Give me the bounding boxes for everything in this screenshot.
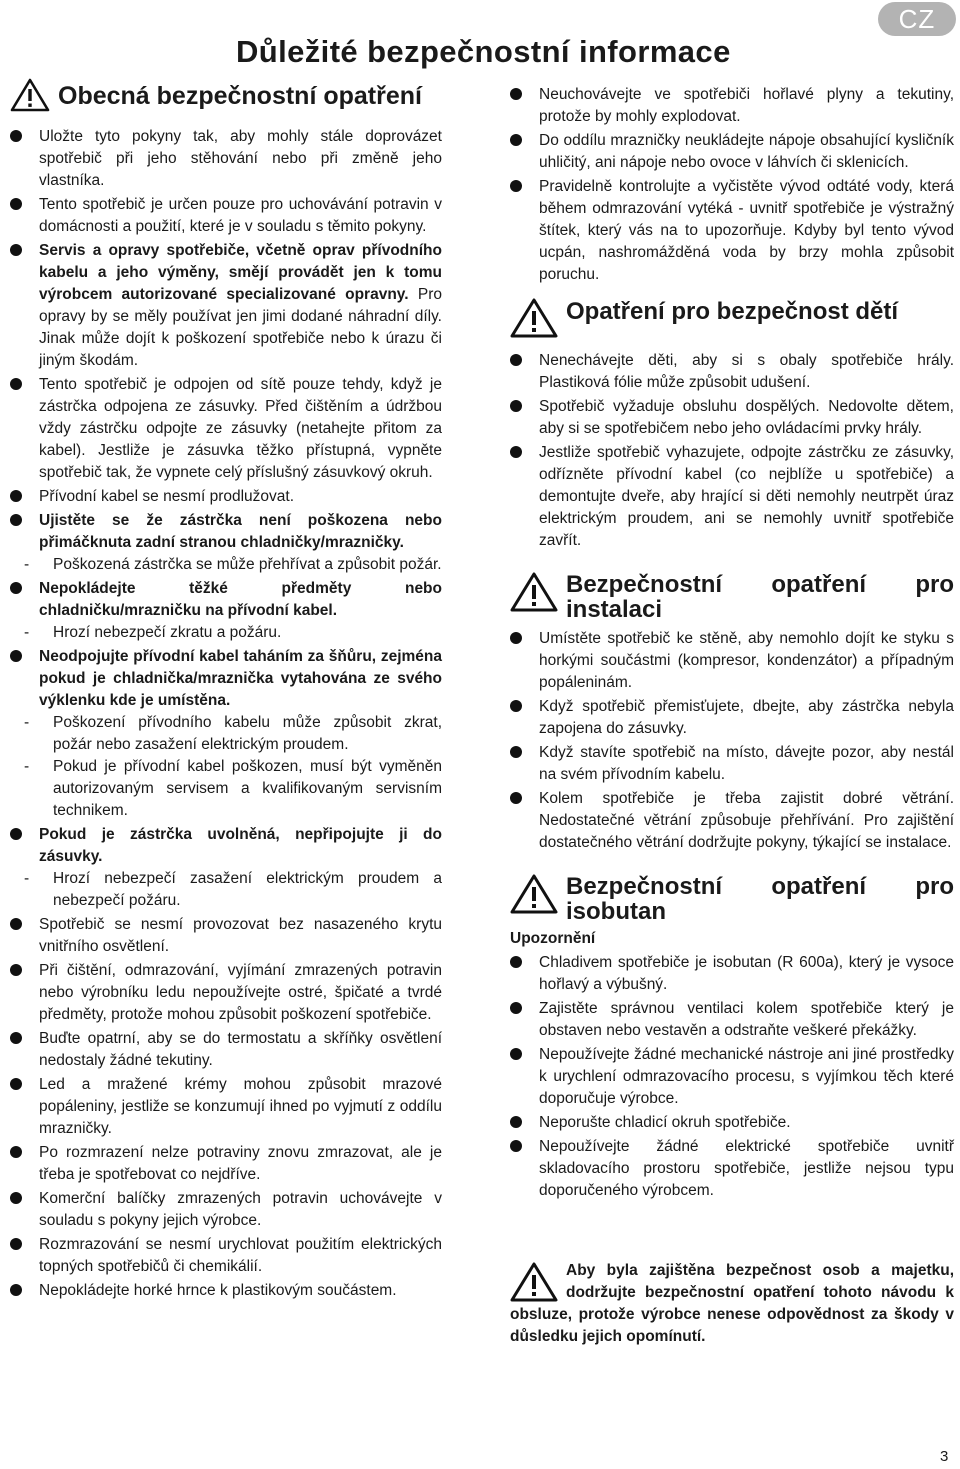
bullet-text: Tento spotřebič je určen pouze pro uchovávání potravin v domácnosti a použití, které je v souladu s těmito pokyny.	[39, 196, 442, 235]
bullet-item	[510, 788, 954, 854]
bullet-bold-text: Ujistěte se že zástrčka není poškozena nebo přimáčknuta zadní stranou chladničky/mrazničky.	[39, 512, 442, 551]
bullet-item	[10, 1028, 442, 1072]
bullet-text: Uložte tyto pokyny tak, aby mohly stále doprovázet spotřebič při jeho stěhování nebo při změně jeho vlastníka.	[39, 128, 442, 189]
general-section-header	[10, 78, 442, 114]
bullet-bold-text: Neodpojujte přívodní kabel taháním za šňůru, zejména pokud je chladnička/mraznička vytahována ze svého výklenku kde je umístěna.	[39, 648, 442, 709]
isobutane-section-title: Bezpečnostní opatření pro isobutan	[566, 873, 954, 925]
bullet-bold-text: Nepokládejte těžké předměty nebo chladničku/mrazničku na přívodní kabel.	[39, 580, 442, 619]
page-number: 3	[940, 1448, 949, 1465]
sub-list	[10, 712, 442, 822]
final-safety-note	[510, 1260, 954, 1348]
bullet-text: Nepoužívejte žádné mechanické nástroje ani jiné prostředky k urychlení odmrazovacího procesu, s vyjímkou těch které doporučuje výrobce.	[539, 1046, 954, 1107]
page-title: Důležité bezpečnostní informace	[236, 34, 731, 69]
bullet-item	[10, 194, 442, 238]
bullet-item	[510, 628, 954, 694]
bullet-text: Buďte opatrní, aby se do termostatu a skříňky osvětlení nedostaly žádné tekutiny.	[39, 1030, 442, 1069]
bullet-text: Neuchovávejte ve spotřebiči hořlavé plyny a tekutiny, protože by mohly explodovat.	[539, 86, 954, 125]
left-column	[10, 78, 442, 1304]
bullet-item	[510, 442, 954, 552]
bullet-item	[510, 1136, 954, 1202]
bullet-text: Komerční balíčky zmrazených potravin uchovávejte v souladu s pokyny jejich výrobce.	[39, 1190, 442, 1229]
right-column	[510, 84, 954, 1348]
bullet-item	[10, 914, 442, 958]
bullet-item	[10, 240, 442, 372]
general-list	[10, 126, 442, 1302]
bullet-text: Nepokládejte horké hrnce k plastikovým součástem.	[39, 1282, 397, 1299]
bullet-item	[510, 176, 954, 286]
bullet-item	[10, 510, 442, 576]
children-section-header	[510, 298, 954, 338]
sub-list	[10, 554, 442, 576]
bullet-item	[10, 578, 442, 644]
sub-item: - Hrozí nebezpečí zkratu a požáru.	[10, 622, 442, 644]
bullet-item	[10, 1142, 442, 1186]
warning-triangle-icon	[510, 572, 558, 612]
bullet-bold-text: Servis a opravy spotřebiče, včetně oprav přívodního kabelu a jeho výměny, smějí provádět jen k tomu výrobcem autorizované specializované opravny.	[39, 242, 442, 303]
sub-item: - Pokud je přívodní kabel poškozen, musí být vyměněn autorizovaným servisem a kvalifikovaným servisním technikem.	[10, 756, 442, 822]
bullet-item	[10, 960, 442, 1026]
bullet-text: Chladivem spotřebiče je isobutan (R 600a), který je vysoce hořlavý a výbušný.	[539, 954, 954, 993]
bullet-text: Tento spotřebič je odpojen od sítě pouze tehdy, když je zástrčka odpojena ze zásuvky. Před čištěním a údržbou vždy zástrčku odpojte ze zásuvky (netahejte přitom za kabel). Jestliže je zásuvka těžko přístupná, vypněte spotřebič tak, že vypnete celý příslušný zásuvkový okruh.	[39, 376, 442, 481]
general-continued-list	[510, 84, 954, 286]
sub-item: - Poškozená zástrčka se může přehřívat a způsobit požár.	[10, 554, 442, 576]
installation-list	[510, 628, 954, 854]
isobutane-note-label: Upozornění	[510, 930, 596, 947]
bullet-item	[510, 130, 954, 174]
bullet-item	[10, 1188, 442, 1232]
bullet-item	[10, 824, 442, 912]
bullet-text: Umístěte spotřebič ke stěně, aby nemohlo dojít ke styku s horkými součástmi (kompresor, kondenzátor) a případným popáleninám.	[539, 630, 954, 691]
bullet-item	[510, 696, 954, 740]
children-section-title: Opatření pro bezpečnost dětí	[566, 298, 899, 325]
bullet-item	[510, 396, 954, 440]
isobutane-list	[510, 952, 954, 1202]
bullet-item	[510, 998, 954, 1042]
bullet-text: Spotřebič vyžaduje obsluhu dospělých. Nedovolte dětem, aby si se spotřebičem nebo jeho ovládacími prvky hrály.	[539, 398, 954, 437]
bullet-text: Pravidelně kontrolujte a vyčistěte vývod odtáté vody, která během odmrazování vytéká - uvnitř spotřebiče je výstražný štítek, který vás na to upozorňuje. Kdyby byl tento vývod ucpán, nashromážděná voda by brzy mohla způsobit poruchu.	[539, 178, 954, 283]
warning-triangle-icon	[510, 874, 558, 914]
bullet-item	[10, 374, 442, 484]
warning-triangle-icon	[510, 298, 558, 338]
sub-list	[10, 622, 442, 644]
bullet-item	[510, 84, 954, 128]
warning-triangle-icon	[10, 78, 50, 112]
final-safety-note-text: Aby byla zajištěna bezpečnost osob a majetku, dodržujte bezpečnostní opatření tohoto návodu k obsluze, protože výrobce nenese odpovědnost za škody v důsledku jejich opomínutí.	[510, 1262, 954, 1345]
bullet-text: Rozmrazování se nesmí urychlovat použitím elektrických topných spotřebičů či chemikálií.	[39, 1236, 442, 1275]
installation-section-header	[510, 572, 954, 622]
bullet-text: Nepoužívejte žádné elektrické spotřebiče uvnitř skladovacího prostoru spotřebiče, jestliže nejsou typu doporučeného výrobcem.	[539, 1138, 954, 1199]
bullet-item	[10, 1280, 442, 1302]
bullet-text: Když stavíte spotřebič na místo, dávejte pozor, aby nestál na svém přívodním kabelu.	[539, 744, 954, 783]
bullet-item	[10, 1074, 442, 1140]
bullet-text: Neporušte chladicí okruh spotřebiče.	[539, 1114, 791, 1131]
sub-item: - Poškození přívodního kabelu může způsobit zkrat, požár nebo zasažení elektrickým proudem.	[10, 712, 442, 756]
bullet-item	[510, 742, 954, 786]
bullet-item	[10, 486, 442, 508]
bullet-item	[10, 1234, 442, 1278]
bullet-item	[510, 350, 954, 394]
bullet-item	[510, 1044, 954, 1110]
bullet-text: Pro opravy by se měly používat jen jimi dodané náhradní díly. Jinak může dojít k poškození spotřebiče nebo k úrazu či jiným škodám.	[39, 286, 442, 369]
bullet-text: Spotřebič se nesmí provozovat bez nasazeného krytu vnitřního osvětlení.	[39, 916, 442, 955]
bullet-text: Po rozmrazení nelze potraviny znovu zmrazovat, ale je třeba je spotřebovat co nejdříve.	[39, 1144, 442, 1183]
bullet-item	[10, 646, 442, 822]
bullet-item	[510, 952, 954, 996]
isobutane-section-header	[510, 874, 954, 924]
bullet-text: Do oddílu mrazničky neukládejte nápoje obsahující kysličník uhličitý, ani nápoje nebo ovoce v láhvích či sklenicích.	[539, 132, 954, 171]
bullet-text: Při čištění, odmrazování, vyjímání zmrazených potravin nebo výrobníku ledu nepoužívejte ostré, špičaté a tvrdé předměty, protože mohou způsobit poškození spotřebiče.	[39, 962, 442, 1023]
children-list	[510, 350, 954, 552]
bullet-text: Přívodní kabel se nesmí prodlužovat.	[39, 488, 295, 505]
bullet-bold-text: Pokud je zástrčka uvolněná, nepřipojujte ji do zásuvky.	[39, 826, 442, 865]
installation-section-title: Bezpečnostní opatření pro instalaci	[566, 571, 954, 623]
bullet-text: Jestliže spotřebič vyhazujete, odpojte zástrčku ze zásuvky, odřízněte přívodní kabel (co nejblíže u spotřebiče) a demontujte dveře, aby hrající si děti nemohly neutrpět úraz elektrickým proudem, ani se nemohly uvnitř spotřebiče zavřít.	[539, 444, 954, 549]
language-badge: CZ	[878, 2, 956, 36]
sub-item: - Hrozí nebezpečí zasažení elektrickým proudem a nebezpečí požáru.	[10, 868, 442, 912]
bullet-item	[510, 1112, 954, 1134]
bullet-text: Nenechávejte děti, aby si s obaly spotřebiče hrály. Plastiková fólie může způsobit udušení.	[539, 352, 954, 391]
bullet-item	[10, 126, 442, 192]
bullet-text: Zajistěte správnou ventilaci kolem spotřebiče který je obstaven nebo vestavěn a odstraňte veškeré překážky.	[539, 1000, 954, 1039]
sub-list	[10, 868, 442, 912]
bullet-text: Led a mražené krémy mohou způsobit mrazové popáleniny, jestliže se konzumují ihned po vyjmutí z oddílu mrazničky.	[39, 1076, 442, 1137]
general-section-title: Obecná bezpečnostní opatření	[58, 82, 422, 110]
bullet-text: Kolem spotřebiče je třeba zajistit dobré větrání. Nedostatečné větrání způsobuje přehřívání. Pro zajištění dostatečného větrání dodržujte pokyny, týkající se instalace.	[539, 790, 954, 851]
bullet-text: Když spotřebič přemisťujete, dbejte, aby zástrčka nebyla zapojena do zásuvky.	[539, 698, 954, 737]
warning-triangle-icon	[510, 1262, 558, 1302]
